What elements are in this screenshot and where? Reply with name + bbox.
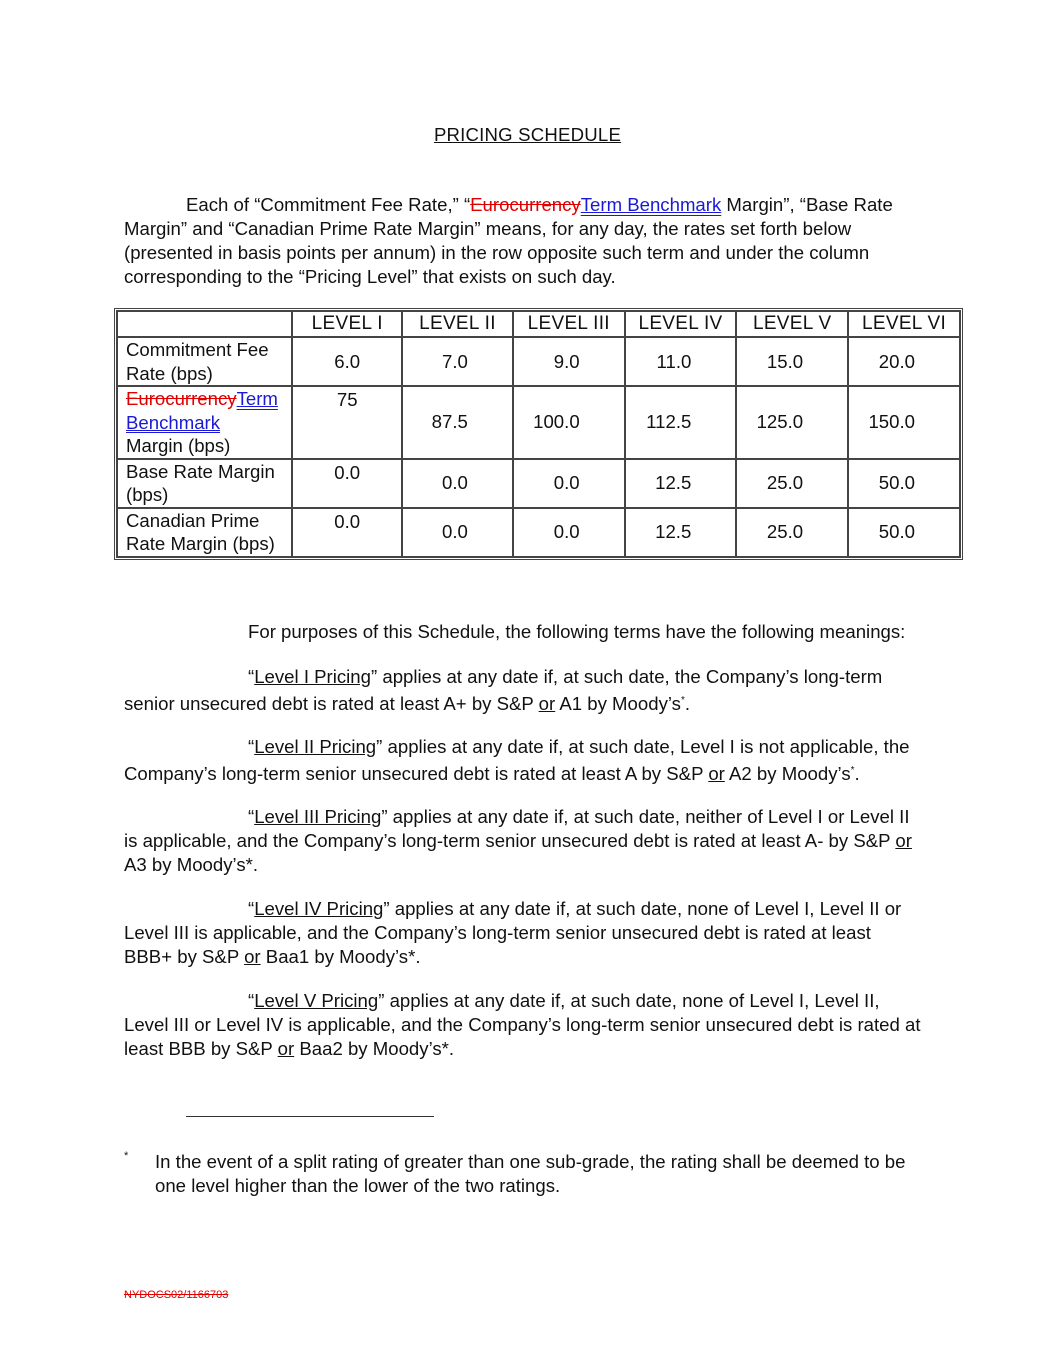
row-label-rest: Margin (bps) (126, 435, 231, 456)
header-level-ii: LEVEL II (402, 311, 513, 337)
definition-level-i (124, 665, 924, 716)
table-cell: 75 (292, 386, 402, 459)
table-cell: 0.0 (292, 508, 402, 557)
row-label-base-rate-margin: Base Rate Margin (bps) (117, 459, 292, 508)
table-cell: 25.0 (736, 508, 848, 557)
table-cell: 112.5 (625, 386, 737, 459)
intro-paragraph (124, 193, 924, 289)
inserted-text: Term Benchmark (126, 388, 278, 433)
header-cell-empty (117, 311, 292, 337)
table-cell: 0.0 (513, 508, 625, 557)
table-cell: 0.0 (292, 459, 402, 508)
definition-end: Baa1 by Moody’s*. (260, 946, 421, 967)
deleted-text: Eurocurrency (470, 194, 581, 215)
quote-open: “ (248, 806, 255, 827)
definition-end: A3 by Moody’s*. (124, 854, 259, 875)
pricing-table (114, 308, 963, 560)
quote-open: “ (248, 666, 255, 687)
defined-term: Level V Pricing (254, 990, 379, 1011)
table-cell: 50.0 (848, 459, 960, 508)
definition-end: Baa2 by Moody’s*. (294, 1038, 455, 1059)
or-text: or (538, 693, 556, 715)
table-cell: 125.0 (736, 386, 848, 459)
deleted-text: Eurocurrency (126, 388, 237, 409)
table-cell: 6.0 (292, 337, 402, 386)
definition-level-ii (124, 735, 924, 786)
row-label-canadian-prime-margin: Canadian Prime Rate Margin (bps) (117, 508, 292, 557)
page-title: PRICING SCHEDULE (433, 124, 622, 145)
definition-text: ” applies at any date if, at such date, none of Level I, Level II, Level III or Level IV is applicable, and the Company’s long-term senior unsecured debt is rated at least BBB by S&P (124, 990, 921, 1059)
row-label-term-benchmark-margin (117, 386, 292, 459)
definition-level-v (124, 989, 924, 1061)
or-text: or (277, 1038, 295, 1059)
table-cell: 100.0 (513, 386, 625, 459)
header-level-vi: LEVEL VI (848, 311, 960, 337)
table-cell: 150.0 (848, 386, 960, 459)
table-row (117, 386, 960, 459)
or-text: or (708, 763, 725, 785)
definition-text: ” applies at any date if, at such date, neither of Level I or Level II is applicable, and the Company’s long-term senior unsecured debt is rated at least A- by S&P (124, 806, 910, 851)
definition-text: ” applies at any date if, at such date, none of Level I, Level II or Level III is applicable, and the Company’s long-term senior unsecured debt is rated at least BBB+ by S&P (124, 898, 902, 967)
definition-text: ” applies at any date if, at such date, the Company’s long-term senior unsecured debt is rated at least A+ by S&P (124, 666, 883, 715)
table-cell: 87.5 (402, 386, 513, 459)
table-cell: 11.0 (625, 337, 737, 386)
definition-tail: . (684, 693, 691, 715)
row-label-commitment-fee: Commitment Fee Rate (bps) (117, 337, 292, 386)
quote-open: “ (248, 736, 255, 757)
quote-open: “ (248, 990, 255, 1011)
table-cell: 9.0 (513, 337, 625, 386)
intro-text-start: Each of “Commitment Fee Rate,” “ (186, 194, 471, 215)
quote-open: “ (248, 898, 255, 919)
table-row (117, 459, 960, 508)
header-level-v: LEVEL V (736, 311, 848, 337)
footnote-ref: * (850, 765, 855, 776)
or-text: or (895, 830, 912, 851)
table-cell: 50.0 (848, 508, 960, 557)
table-header-row (117, 311, 960, 337)
definition-end: A1 by Moody’s (555, 693, 681, 715)
table-row (117, 508, 960, 557)
definition-tail: . (854, 763, 860, 785)
inserted-text: Term Benchmark (580, 194, 722, 215)
table-cell: 7.0 (402, 337, 513, 386)
table-row (117, 337, 960, 386)
intro-text-end: Margin”, “Base Rate Margin” and “Canadian Prime Rate Margin” means, for any day, the rates set forth below (presented in basis points per annum) in the row opposite such term and under the column corresponding to the “Pricing Level” that exists on such day. (124, 194, 893, 287)
footnote-mark: * (124, 1150, 129, 1162)
defined-term: Level I Pricing (254, 666, 371, 687)
definitions-intro: For purposes of this Schedule, the following terms have the following meanings: (248, 621, 906, 642)
table-cell: 0.0 (402, 508, 513, 557)
header-level-iv: LEVEL IV (625, 311, 737, 337)
defined-term: Level II Pricing (254, 736, 377, 757)
footnote-ref: * (680, 695, 685, 706)
table-cell: 25.0 (736, 459, 848, 508)
footnote-separator (186, 1116, 434, 1117)
footnote-text: In the event of a split rating of greater than one sub-grade, the rating shall be deemed to be one level higher than the lower of the two ratings. (155, 1151, 906, 1196)
table-cell: 20.0 (848, 337, 960, 386)
definition-end: A2 by Moody’s (724, 763, 851, 785)
definition-level-iv (124, 897, 924, 969)
header-level-iii: LEVEL III (513, 311, 625, 337)
definition-level-iii (124, 805, 924, 877)
table-cell: 0.0 (402, 459, 513, 508)
defined-term: Level IV Pricing (254, 898, 384, 919)
table-cell: 12.5 (625, 459, 737, 508)
table-cell: 15.0 (736, 337, 848, 386)
or-text: or (244, 946, 261, 967)
table-cell: 0.0 (513, 459, 625, 508)
defined-term: Level III Pricing (254, 806, 382, 827)
table-cell: 12.5 (625, 508, 737, 557)
document-id: NYDOCS02/1166703 (124, 1289, 229, 1301)
definition-text: ” applies at any date if, at such date, Level I is not applicable, the Company’s long-term senior unsecured debt is rated at least A by S&P (124, 736, 910, 785)
header-level-i: LEVEL I (292, 311, 402, 337)
